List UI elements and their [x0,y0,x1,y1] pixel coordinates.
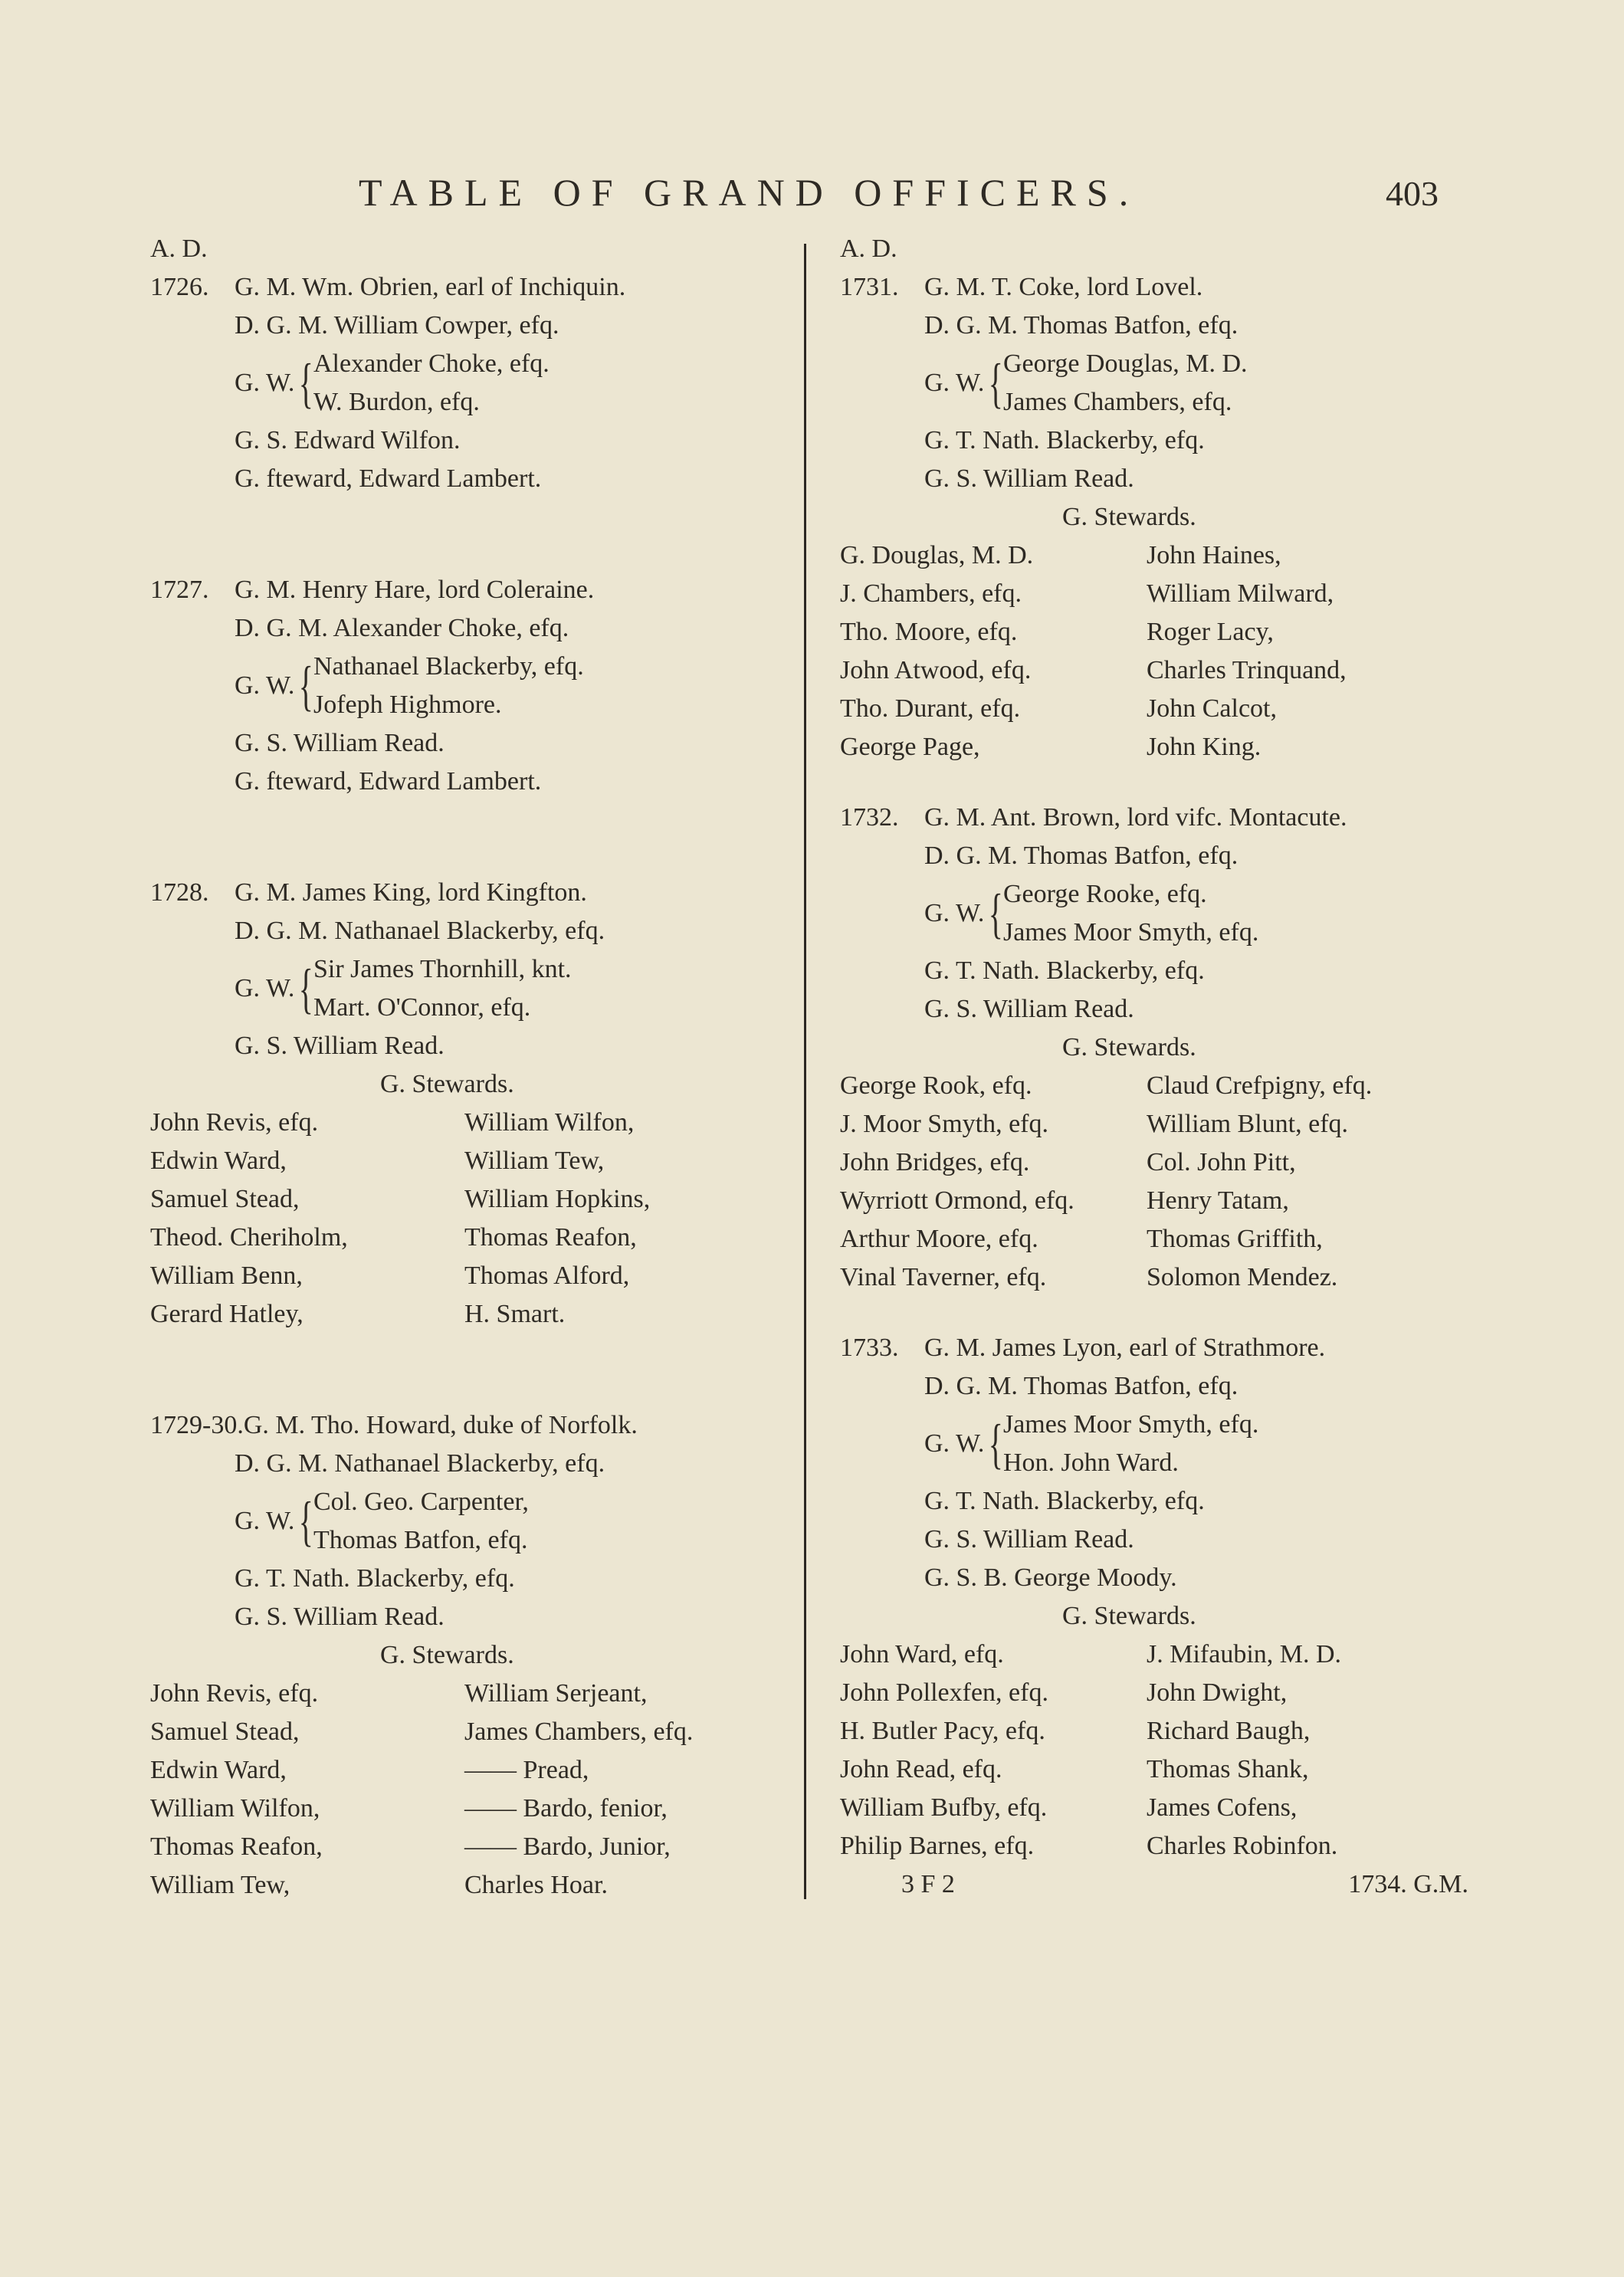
stewards-heading: G. Stewards. [1062,1033,1196,1061]
grand-wardens-label: G. W. [235,974,295,1002]
steward-name: John Calcot, [1147,694,1277,723]
deputy-grand-master: D. G. M. Nathanael Blackerby, efq. [235,1449,605,1478]
brace-icon: { [989,883,1004,944]
stewards-list [840,1067,1476,1297]
warden-name: Mart. O'Connor, efq. [313,993,531,1022]
warden-name: James Moor Smyth, efq. [1002,918,1259,947]
brace-icon: { [299,353,314,414]
steward-name: Roger Lacy, [1147,618,1274,646]
ad-label: A. D. [150,235,208,263]
steward-name: William Hopkins, [464,1185,651,1213]
grand-master: G. M. Tho. Howard, duke of Norfolk. [243,1411,638,1439]
brace-icon: { [299,655,314,717]
stewards-list [840,536,1476,766]
grand-master: G. M. Ant. Brown, lord vifc. Montacute. [924,803,1347,832]
steward-name: James Chambers, efq. [464,1718,694,1746]
grand-wardens-names [313,648,584,724]
steward-name: Solomon Mendez. [1147,1263,1338,1291]
warden-name: Nathanael Blackerby, efq. [313,652,584,681]
grand-wardens-names [1003,875,1258,952]
year: 1733. [840,1334,899,1362]
stewards-list [150,1675,786,1905]
steward-name: J. Mifaubin, M. D. [1147,1640,1342,1668]
grand-master: G. M. Henry Hare, lord Coleraine. [235,576,595,604]
steward-name: John Pollexfen, efq. [840,1678,1048,1707]
grand-wardens-names [1003,345,1248,422]
stewards-list [840,1636,1476,1865]
year-entry [150,874,786,1334]
grand-wardens-names [313,950,572,1027]
year-entry [840,268,1476,766]
grand-master-line [840,268,1476,307]
steward-name: Col. John Pitt, [1147,1148,1296,1176]
grand-wardens [150,345,786,422]
ad-label: A. D. [840,235,897,263]
year-entry [840,1329,1476,1904]
steward-name: Tho. Durant, efq. [840,694,1021,723]
steward-name: H. Butler Pacy, efq. [840,1717,1045,1745]
steward-name: William Milward, [1147,579,1334,608]
year-entry [150,571,786,801]
steward-name: Samuel Stead, [150,1185,300,1213]
warden-name: Thomas Batfon, efq. [313,1526,528,1554]
page-number: 403 [1386,174,1439,213]
page-title: TABLE OF GRAND OFFICERS. [359,171,1140,214]
deputy-grand-master: D. G. M. Nathanael Blackerby, efq. [235,917,605,945]
warden-name: Sir James Thornhill, knt. [313,955,572,983]
officer-line: G. T. Nath. Blackerby, efq. [924,1487,1205,1515]
page-footer [840,1865,1476,1904]
column-divider [804,244,806,1899]
steward-name: Charles Trinquand, [1147,656,1347,684]
warden-name: George Rooke, efq. [1002,880,1207,908]
year: 1726. [150,273,209,301]
steward-name: Wyrriott Ormond, efq. [840,1186,1074,1215]
stewards-heading: G. Stewards. [1062,503,1196,531]
steward-name: John Revis, efq. [150,1679,319,1708]
officer-line: G. S. William Read. [235,1032,445,1060]
stewards-heading: G. Stewards. [1062,1602,1196,1630]
deputy-grand-master: D. G. M. Thomas Batfon, efq. [924,311,1239,340]
stewards-heading: G. Stewards. [380,1070,514,1098]
steward-name: Philip Barnes, efq. [840,1832,1035,1860]
steward-name: John Dwight, [1147,1678,1288,1707]
grand-wardens-names [1003,1406,1258,1482]
grand-master: G. M. Wm. Obrien, earl of Inchiquin. [235,273,626,301]
steward-name: John Read, efq. [840,1755,1002,1783]
steward-name: William Serjeant, [464,1679,648,1708]
steward-name: Theod. Cheriholm, [150,1223,348,1252]
steward-name: William Tew, [150,1871,290,1899]
steward-name: John Bridges, efq. [840,1148,1030,1176]
grand-wardens [840,1406,1476,1482]
warden-name: James Moor Smyth, efq. [1002,1410,1259,1439]
warden-name: George Douglas, M. D. [1002,349,1248,378]
deputy-grand-master: D. G. M. Thomas Batfon, efq. [924,1372,1239,1400]
grand-wardens-names [313,1483,529,1560]
grand-master: G. M. T. Coke, lord Lovel. [924,273,1203,301]
steward-name: Henry Tatam, [1147,1186,1289,1215]
steward-name: Tho. Moore, efq. [840,618,1018,646]
grand-wardens [150,1483,786,1560]
steward-name: Richard Baugh, [1147,1717,1311,1745]
steward-name: Arthur Moore, efq. [840,1225,1038,1253]
steward-name: —— Bardo, fenior, [464,1794,668,1823]
officer-line: G. T. Nath. Blackerby, efq. [924,426,1205,454]
year: 1732. [840,803,899,832]
officer-line: G. T. Nath. Blackerby, efq. [235,1564,515,1593]
steward-name: Claud Crefpigny, efq. [1147,1071,1373,1100]
deputy-grand-master: D. G. M. Alexander Choke, efq. [235,614,569,642]
grand-master-line [840,1329,1476,1367]
officer-line: G. S. William Read. [924,464,1134,493]
catchword: 1734. G.M. [1348,1870,1468,1898]
steward-name: John Revis, efq. [150,1108,319,1137]
grand-wardens-label: G. W. [924,1429,985,1458]
warden-name: W. Burdon, efq. [313,388,480,416]
grand-wardens-label: G. W. [924,369,985,397]
steward-name: James Cofens, [1147,1793,1298,1822]
steward-name: G. Douglas, M. D. [840,541,1034,569]
deputy-grand-master: D. G. M. William Cowper, efq. [235,311,559,340]
officer-line: G. fteward, Edward Lambert. [235,464,542,493]
steward-name: Gerard Hatley, [150,1300,303,1328]
steward-name: William Bufby, efq. [840,1793,1048,1822]
steward-name: John King. [1147,733,1261,761]
officer-line: G. S. B. George Moody. [924,1563,1177,1592]
brace-icon: { [299,958,314,1019]
steward-name: Charles Robinfon. [1147,1832,1338,1860]
warden-name: Hon. John Ward. [1002,1449,1179,1477]
grand-master-line [150,874,786,912]
year: 1728. [150,878,209,907]
steward-name: —— Bardo, Junior, [464,1832,671,1861]
steward-name: H. Smart. [464,1300,566,1328]
grand-wardens [150,950,786,1027]
officer-line: G. T. Nath. Blackerby, efq. [924,956,1205,985]
steward-name: J. Chambers, efq. [840,579,1022,608]
grand-wardens-label: G. W. [235,369,295,397]
steward-name: Thomas Griffith, [1147,1225,1323,1253]
grand-wardens-label: G. W. [235,1507,295,1535]
steward-name: Thomas Alford, [464,1262,630,1290]
steward-name: William Benn, [150,1262,303,1290]
officer-line: G. S. William Read. [235,1603,445,1631]
year: 1731. [840,273,899,301]
warden-name: Jofeph Highmore. [313,691,502,719]
year-entry [840,799,1476,1297]
left-column [150,230,786,1905]
grand-master-line [150,571,786,609]
grand-wardens [150,648,786,724]
stewards-list [150,1104,786,1334]
grand-wardens [840,345,1476,422]
steward-name: Thomas Reafon, [464,1223,637,1252]
grand-wardens-label: G. W. [924,899,985,927]
grand-wardens-names [313,345,550,422]
steward-name: —— Pread, [464,1756,589,1784]
steward-name: Thomas Shank, [1147,1755,1309,1783]
steward-name: George Page, [840,733,980,761]
steward-name: John Haines, [1147,541,1281,569]
steward-name: J. Moor Smyth, efq. [840,1110,1048,1138]
officer-line: G. S. William Read. [924,995,1134,1023]
steward-name: William Tew, [464,1147,605,1175]
steward-name: George Rook, efq. [840,1071,1032,1100]
deputy-grand-master: D. G. M. Thomas Batfon, efq. [924,842,1239,870]
year-entry [150,268,786,498]
grand-master-line [150,268,786,307]
year: 1729-30. [150,1411,244,1439]
steward-name: Samuel Stead, [150,1718,300,1746]
steward-name: Edwin Ward, [150,1147,287,1175]
grand-master-line [840,799,1476,837]
grand-wardens-label: G. W. [235,671,295,700]
steward-name: John Ward, efq. [840,1640,1004,1668]
officer-line: G. fteward, Edward Lambert. [235,767,542,796]
signature-mark: 3 F 2 [901,1870,955,1898]
officer-line: G. S. Edward Wilfon. [235,426,461,454]
steward-name: Edwin Ward, [150,1756,287,1784]
brace-icon: { [989,353,1004,414]
steward-name: Charles Hoar. [464,1871,608,1899]
steward-name: William Wilfon, [464,1108,635,1137]
steward-name: William Blunt, efq. [1147,1110,1349,1138]
warden-name: James Chambers, efq. [1002,388,1232,416]
year-entry [150,1406,786,1905]
steward-name: John Atwood, efq. [840,656,1032,684]
grand-master: G. M. James King, lord Kingfton. [235,878,587,907]
right-column [840,230,1476,1904]
steward-name: Vinal Taverner, efq. [840,1263,1047,1291]
officer-line: G. S. William Read. [924,1525,1134,1554]
grand-master: G. M. James Lyon, earl of Strathmore. [924,1334,1326,1362]
warden-name: Col. Geo. Carpenter, [313,1488,529,1516]
steward-name: Thomas Reafon, [150,1832,323,1861]
page-header [0,170,1624,216]
year: 1727. [150,576,209,604]
brace-icon: { [299,1491,314,1552]
brace-icon: { [989,1413,1004,1475]
officer-line: G. S. William Read. [235,729,445,757]
steward-name: William Wilfon, [150,1794,320,1823]
stewards-heading: G. Stewards. [380,1641,514,1669]
warden-name: Alexander Choke, efq. [313,349,550,378]
grand-master-line [150,1406,786,1445]
grand-wardens [840,875,1476,952]
